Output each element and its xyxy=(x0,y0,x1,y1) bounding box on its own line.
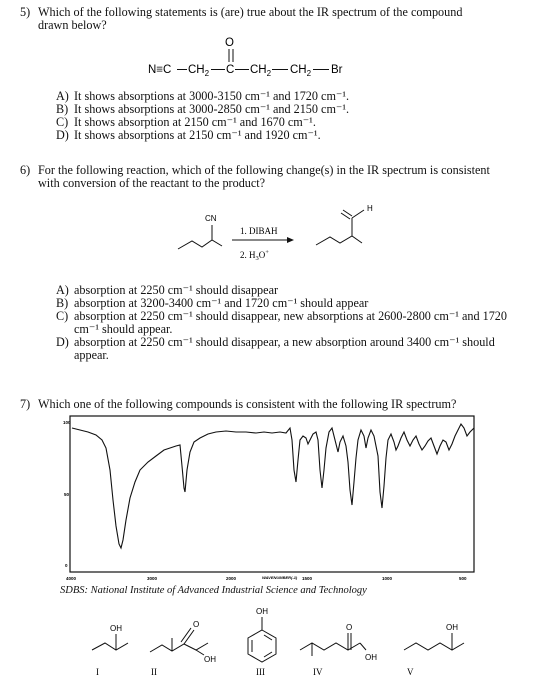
q5-option-b[interactable]: B) It shows absorptions at 3000-2850 cm⁻¹ and 2150 cm⁻¹. xyxy=(56,102,350,116)
x-tick-3000: 3000 xyxy=(147,576,158,581)
question-5-number: 5) xyxy=(20,5,31,19)
compound-4-numeral: IV xyxy=(313,667,323,677)
compound-2-o: O xyxy=(193,620,200,629)
q5-option-a[interactable]: A) It shows absorptions at 3000-3150 cm⁻¹ and 1720 cm⁻¹. xyxy=(56,89,350,103)
q5-option-d[interactable]: D) It shows absorptions at 2150 cm⁻¹ and 1920 cm⁻¹. xyxy=(56,128,321,142)
compound-5-numeral: V xyxy=(407,667,414,677)
compound-3-numeral: III xyxy=(256,667,265,677)
question-7-text: Which one of the following compounds is consistent with the following IR spectrum? xyxy=(38,397,457,411)
compound-4[interactable] xyxy=(300,623,377,677)
x-tick-4000: 4000 xyxy=(66,576,77,581)
compound-4-o: O xyxy=(346,623,353,632)
x-tick-1000: 1000 xyxy=(382,576,393,581)
question-5-text-line2: drawn below? xyxy=(38,18,107,32)
compound-5-oh: OH xyxy=(446,623,458,632)
spectrum-source-credit: SDBS: National Institute of Advanced Industrial Science and Technology xyxy=(60,585,367,596)
nitrile-group: N≡C xyxy=(148,64,172,76)
reactant-cn-label: CN xyxy=(205,214,217,223)
compound-choices xyxy=(0,600,545,700)
question-5-text-line1: Which of the following statements is (are) true about the IR spectrum of the compound xyxy=(38,5,463,19)
reagent-step-1: 1. DIBAH xyxy=(240,226,278,236)
q5-option-c[interactable]: C) It shows absorption at 2150 cm⁻¹ and 1670 cm⁻¹. xyxy=(56,115,316,129)
x-tick-1500: 1500 xyxy=(302,576,313,581)
q6-option-b[interactable]: B) absorption at 3200-3400 cm⁻¹ and 1720 cm⁻¹ should appear xyxy=(56,296,369,310)
x-tick-500: 500 xyxy=(459,576,467,581)
question-6-text-line1: For the following reaction, which of the following change(s) in the IR spectrum is consistent xyxy=(38,163,490,177)
x-tick-2000: 2000 xyxy=(226,576,237,581)
y-bottom-label: 0 xyxy=(65,563,68,568)
bromine: Br xyxy=(331,64,343,76)
question-6-text-line2: with conversion of the reactant to the product? xyxy=(38,176,266,190)
compound-2[interactable] xyxy=(150,620,216,677)
carbonyl-carbon: C xyxy=(226,64,235,76)
q6-option-a[interactable]: A) absorption at 2250 cm⁻¹ should disappear xyxy=(56,283,279,297)
compound-1[interactable] xyxy=(92,624,128,677)
reagent-step-2: 2. $H_3O^+$ xyxy=(240,249,269,262)
compound-3-oh: OH xyxy=(256,607,268,616)
question-6-number: 6) xyxy=(20,163,31,177)
q6-option-d[interactable]: D) absorption at 2250 cm⁻¹ should disappear, a new absorption around 3400 cm⁻¹ should xyxy=(56,335,495,349)
q6-option-c-continued: cm⁻¹ should appear. xyxy=(74,322,173,336)
spectrum-trace xyxy=(72,424,474,548)
question-7-number: 7) xyxy=(20,397,31,411)
compound-2-oh: OH xyxy=(204,655,216,664)
q6-option-c[interactable]: C) absorption at 2250 cm⁻¹ should disappear, new absorptions at 2600-2800 cm⁻¹ and 1720 xyxy=(56,309,507,323)
carbonyl-oxygen: O xyxy=(225,37,234,49)
product-h-label: H xyxy=(367,204,373,213)
methylene-1: $CH_2$ xyxy=(188,64,210,78)
x-axis-label: WAVENUMBER(-1) xyxy=(262,575,298,580)
methylene-2: $CH_2$ xyxy=(250,64,272,78)
compound-4-oh: OH xyxy=(365,653,377,662)
q6-option-d-continued: appear. xyxy=(74,348,109,362)
compound-2-numeral: II xyxy=(151,667,157,677)
compound-1-numeral: I xyxy=(96,667,99,677)
compound-5[interactable] xyxy=(404,623,464,677)
compound-3[interactable] xyxy=(248,607,276,677)
y-mid-label: 50 xyxy=(64,492,70,497)
y-top-label: 100 xyxy=(63,420,71,425)
methylene-3: $CH_2$ xyxy=(290,64,312,78)
compound-1-oh: OH xyxy=(110,624,122,633)
